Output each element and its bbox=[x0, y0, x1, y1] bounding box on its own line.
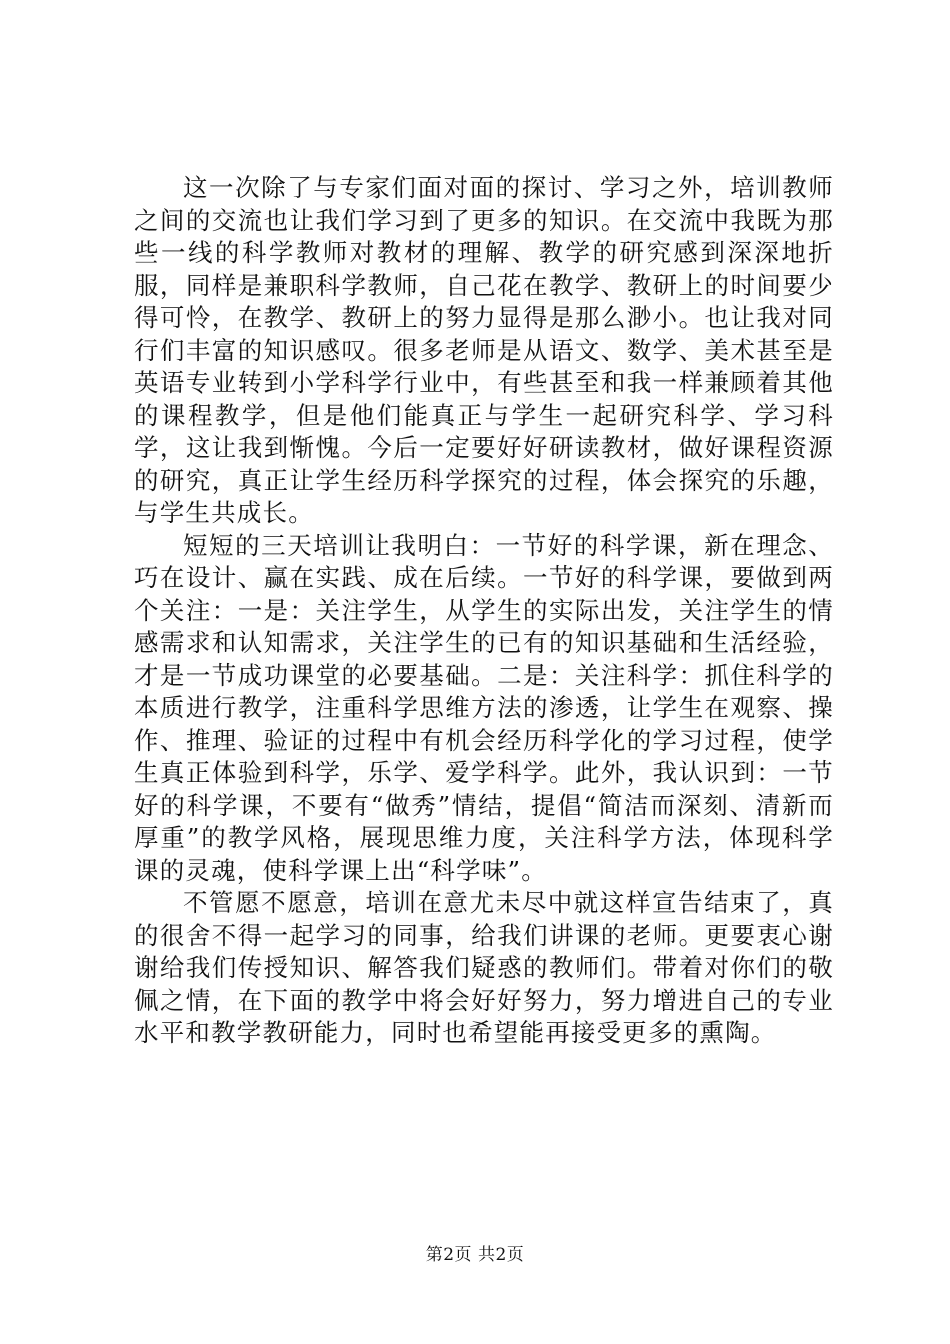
paragraph: 短短的三天培训让我明白：一节好的科学课，新在理念、巧在设计、赢在实践、成在后续。一节好的科学课，要做到两个关注：一是：关注学生，从学生的实际出发，关注学生的情感需求和认知需求，关注学生的已有的知识基础和生活经验，才是一节成功课堂的必要基础。二是：关注科学：抓住科学的本质进行教学，注重科学思维方法的渗透，让学生在观察、操作、推理、验证的过程中有机会经历科学化的学习过程，使学生真正体验到科学，乐学、爱学科学。此外，我认识到：一节好的科学课，不要有“做秀”情结，提倡“简洁而深刻、清新而厚重”的教学风格，展现思维力度，关注科学方法，体现科学课的灵魂，使科学课上出“科学味”。 bbox=[134, 530, 834, 885]
paragraph: 不管愿不愿意，培训在意尤未尽中就这样宣告结束了，真的很舍不得一起学习的同事，给我们讲课的老师。更要衷心谢谢给我们传授知识、解答我们疑惑的教师们。带着对你们的敬佩之情，在下面的教学中将会好好努力，努力增进自己的专业水平和教学教研能力，同时也希望能再接受更多的熏陶。 bbox=[134, 888, 834, 1047]
page-number-footer: 第2页 共2页 bbox=[425, 1245, 525, 1265]
paragraph: 这一次除了与专家们面对面的探讨、学习之外，培训教师之间的交流也让我们学习到了更多的知识。在交流中我既为那些一线的科学教师对教材的理解、教学的研究感到深深地折服，同样是兼职科学教师，自己花在教学、教研上的时间要少得可怜，在教学、教研上的努力显得是那么渺小。也让我对同行们丰富的知识感叹。很多老师是从语文、数学、美术甚至是英语专业转到小学科学行业中，有些甚至和我一样兼顾着其他的课程教学，但是他们能真正与学生一起研究科学、学习科学，这让我到惭愧。今后一定要好好研读教材，做好课程资源的研究，真正让学生经历科学探究的过程，体会探究的乐趣，与学生共成长。 bbox=[134, 173, 834, 527]
document-body bbox=[134, 172, 834, 1050]
